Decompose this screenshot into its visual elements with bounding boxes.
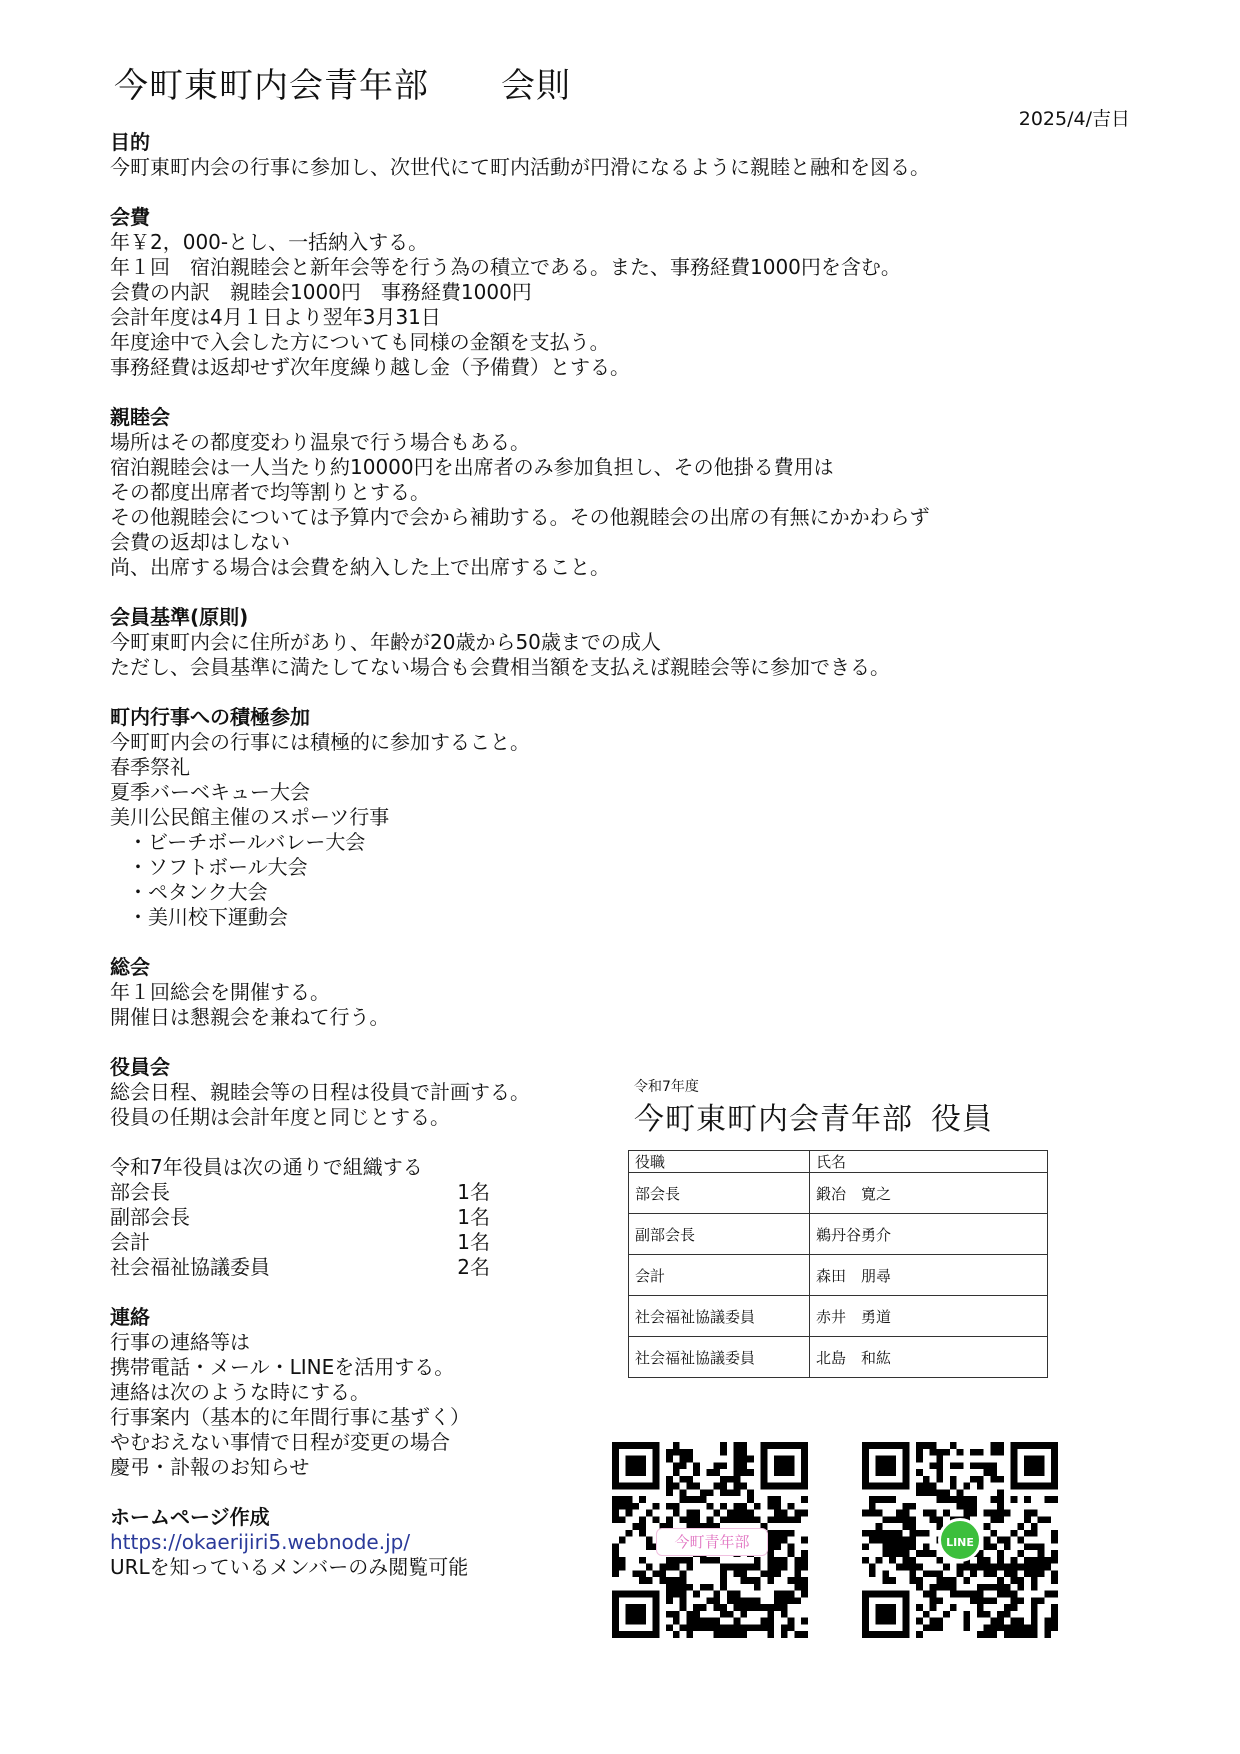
section-title: 会費 [110, 205, 150, 229]
table-row [629, 1173, 1048, 1214]
text-line: 年￥2，000-とし、一括納入する。 [110, 230, 429, 254]
section-purpose [110, 130, 1090, 180]
event-item: ・ペタンク大会 [128, 880, 268, 904]
event-item: ・ソフトボール大会 [128, 855, 308, 879]
officer-name: 赤井 勇道 [810, 1296, 1048, 1337]
page-title [114, 58, 571, 107]
event-item: ・ビーチボールバレー大会 [128, 830, 366, 854]
section-general-meeting [110, 955, 1090, 1030]
text-line: 会計年度は4月１日より翌年3月31日 [110, 305, 441, 329]
officer-name: 北島 和紘 [810, 1337, 1048, 1378]
text-line: 役員の任期は会計年度と同じとする。 [110, 1105, 450, 1129]
text-line: 美川公民館主催のスポーツ行事 [110, 805, 390, 829]
officers-title-sub: 役員 [931, 1102, 993, 1137]
officers-title [634, 1094, 993, 1138]
text-line: 連絡は次のような時にする。 [110, 1380, 370, 1404]
table-row [629, 1296, 1048, 1337]
table-header-row [629, 1151, 1048, 1173]
text-line: 事務経費は返却せず次年度繰り越し金（予備費）とする。 [110, 355, 630, 379]
role-row [110, 1230, 490, 1255]
roles-intro: 令和7年役員は次の通りで組織する [110, 1155, 423, 1179]
column-header: 役職 [629, 1151, 810, 1173]
officer-name: 鍛冶 寛之 [810, 1173, 1048, 1214]
officers-table [628, 1150, 1048, 1378]
section-title: 町内行事への積極参加 [110, 705, 310, 729]
text-line: 行事の連絡等は [110, 1330, 250, 1354]
homepage-link[interactable]: https://okaerijiri5.webnode.jp/ [110, 1530, 411, 1554]
homepage-qr-badge: 今町青年部 [656, 1528, 768, 1556]
role-count: 1名 [457, 1205, 490, 1229]
table-row [629, 1337, 1048, 1378]
text-line: 夏季バーベキュー大会 [110, 780, 310, 804]
text-line: やむおえない事情で日程が変更の場合 [110, 1430, 450, 1454]
text-line: その他親睦会については予算内で会から補助する。その他親睦会の出席の有無にかかわらず [110, 505, 930, 529]
role-name: 副部会長 [110, 1205, 190, 1229]
line-logo-icon: LINE [938, 1518, 982, 1562]
section-events [110, 705, 1090, 930]
section-fee [110, 205, 1090, 380]
officer-role: 社会福祉協議委員 [629, 1337, 810, 1378]
section-title: 会員基準(原則) [110, 605, 249, 629]
text-line: 携帯電話・メール・LINEを活用する。 [110, 1355, 455, 1379]
text-line: ただし、会員基準に満たしてない場合も会費相当額を支払えば親睦会等に参加できる。 [110, 655, 890, 679]
title-main: 今町東町内会青年部 [114, 66, 429, 106]
text-line: 会費の内訳 親睦会1000円 事務経費1000円 [110, 280, 532, 304]
text-line: 今町町内会の行事には積極的に参加すること。 [110, 730, 530, 754]
officers-subtitle: 令和7年度 [634, 1079, 699, 1095]
officer-role: 副部会長 [629, 1214, 810, 1255]
officer-role: 部会長 [629, 1173, 810, 1214]
role-row [110, 1255, 490, 1280]
text-line: 総会日程、親睦会等の日程は役員で計画する。 [110, 1080, 530, 1104]
text-line: 行事案内（基本的に年間行事に基ずく） [110, 1405, 470, 1429]
text-line: 尚、出席する場合は会費を納入した上で出席すること。 [110, 555, 610, 579]
role-count: 2名 [457, 1255, 490, 1279]
section-title: 目的 [110, 130, 150, 154]
role-count: 1名 [457, 1230, 490, 1254]
homepage-note: URLを知っているメンバーのみ閲覧可能 [110, 1555, 469, 1579]
role-row [110, 1205, 490, 1230]
text-line: 年度途中で入会した方についても同様の金額を支払う。 [110, 330, 610, 354]
text-line: 今町東町内会の行事に参加し、次世代にて町内活動が円滑になるように親睦と融和を図る。 [110, 155, 930, 179]
table-row [629, 1214, 1048, 1255]
officer-role: 社会福祉協議委員 [629, 1296, 810, 1337]
officer-name: 森田 朋尋 [810, 1255, 1048, 1296]
table-row [629, 1255, 1048, 1296]
section-title: 連絡 [110, 1305, 150, 1329]
role-name: 会計 [110, 1230, 150, 1254]
text-line: 会費の返却はしない [110, 530, 290, 554]
role-name: 部会長 [110, 1180, 170, 1204]
role-row [110, 1180, 490, 1205]
text-line: その都度出席者で均等割りとする。 [110, 480, 430, 504]
officers-title-main: 今町東町内会青年部 [634, 1102, 913, 1137]
section-social [110, 405, 1090, 580]
text-line: 年１回総会を開催する。 [110, 980, 330, 1004]
rules-body [110, 130, 1090, 1605]
column-header: 氏名 [810, 1151, 1048, 1173]
section-title: 親睦会 [110, 405, 170, 429]
text-line: 年１回 宿泊親睦会と新年会等を行う為の積立である。また、事務経費1000円を含む。 [110, 255, 901, 279]
text-line: 今町東町内会に住所があり、年齢が20歳から50歳までの成人 [110, 630, 661, 654]
text-line: 開催日は懇親会を兼ねて行う。 [110, 1005, 390, 1029]
role-count: 1名 [457, 1180, 490, 1204]
section-membership [110, 605, 1090, 680]
text-line: 春季祭礼 [110, 755, 190, 779]
section-title: ホームページ作成 [110, 1505, 270, 1529]
officer-name: 鵜丹谷勇介 [810, 1214, 1048, 1255]
section-title: 総会 [110, 955, 150, 979]
text-line: 慶弔・訃報のお知らせ [110, 1455, 310, 1479]
role-name: 社会福祉協議委員 [110, 1255, 270, 1279]
text-line: 宿泊親睦会は一人当たり約10000円を出席者のみ参加負担し、その他掛る費用は [110, 455, 834, 479]
title-sub: 会則 [501, 66, 571, 106]
text-line: 場所はその都度変わり温泉で行う場合もある。 [110, 430, 530, 454]
event-item: ・美川校下運動会 [128, 905, 288, 929]
section-title: 役員会 [110, 1055, 170, 1079]
homepage-qr-code-icon[interactable] [612, 1442, 808, 1638]
line-qr-code-icon[interactable] [862, 1442, 1058, 1638]
date-label: 2025/4/吉日 [1018, 108, 1130, 130]
officer-role: 会計 [629, 1255, 810, 1296]
